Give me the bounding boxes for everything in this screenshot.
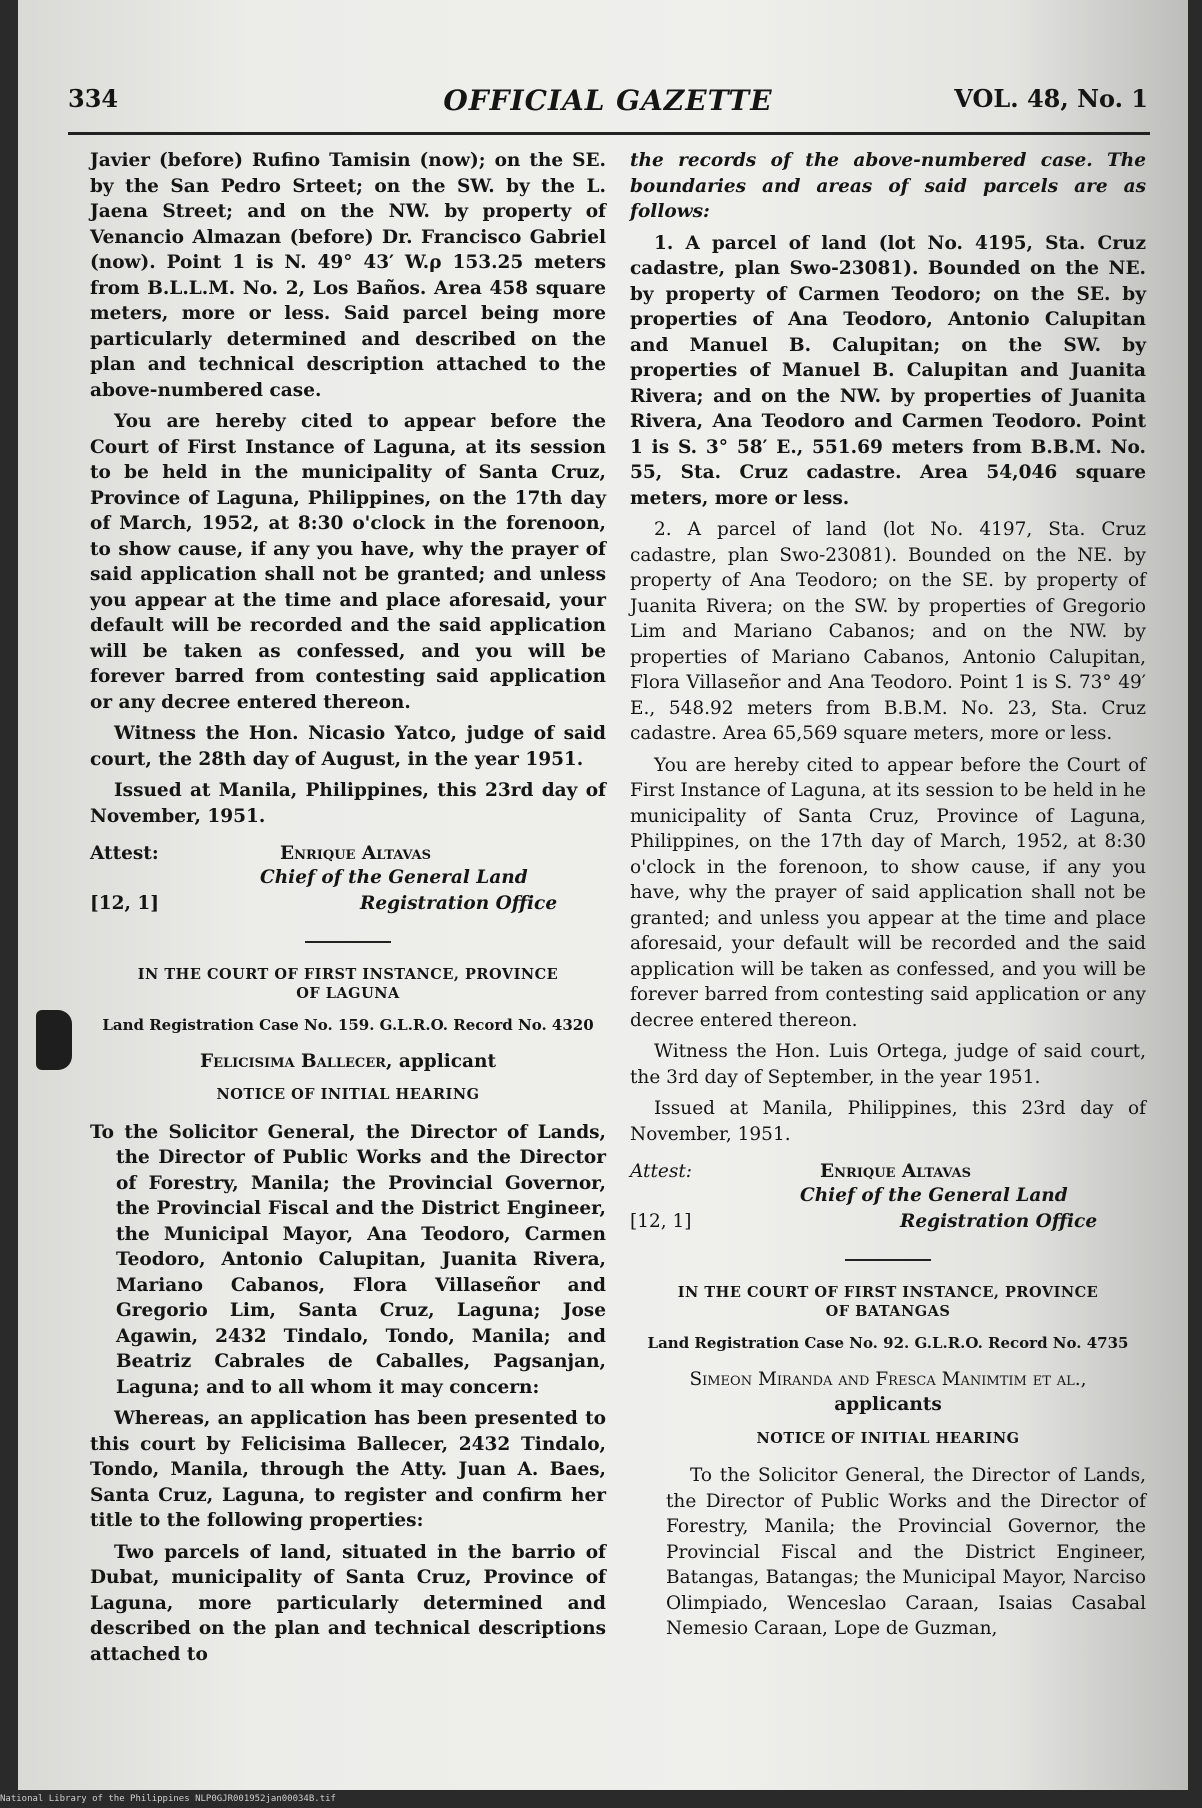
right-column bbox=[630, 148, 1146, 1648]
signatory-office: Registration Office bbox=[900, 1211, 1098, 1232]
signature-block bbox=[90, 841, 606, 919]
applicant-role: applicants bbox=[834, 1394, 942, 1415]
addressees: To the Solicitor General, the Director of Lands, the Director of Public Works and the Director of Forestry, Manila; the Provincial Governor, the Provincial Fiscal and the District Engineer, the Municipal Mayor, Ana Teodoro, Carmen Teodoro, Antonio Calupitan, Juanita Rivera, Mariano Cabanos, Flora Villaseñor and Gregorio Lim, Santa Cruz, Laguna; Jose Agawin, 2432 Tindalo, Tondo, Manila; and Beatriz Cabrales de Caballes, Pagsanjan, Laguna; and to all whom it may concern: bbox=[90, 1121, 606, 1398]
paragraph: Witness the Hon. Luis Ortega, judge of said court, the 3rd day of September, in the year 1951. bbox=[630, 1041, 1146, 1088]
document-page bbox=[18, 0, 1188, 1790]
case-number: Land Registration Case No. 159. G.L.R.O. Record No. 4320 bbox=[102, 1016, 594, 1034]
applicant-name: Felicisima Ballecer, bbox=[199, 1050, 393, 1072]
publication-title: OFFICIAL GAZETTE bbox=[443, 84, 773, 117]
paragraph: Javier (before) Rufino Tamisin (now); on the SE. by the San Pedro Srteet; on the SW. by the L. Jaena Street; and on the NW. by property of Venancio Almazan (before) Dr. Francisco Gabriel (now). Point 1 is N. 49° 43′ W.ρ 153.25 meters from B.L.L.M. No. 2, Los Baños. Area 458 square meters, more or less. Said parcel being more particularly determined and described on the plan and technical description attached to the above-numbered case. bbox=[90, 150, 606, 401]
attest-label: Attest: bbox=[90, 843, 159, 864]
paragraph: Witness the Hon. Nicasio Yatco, judge of said court, the 28th day of August, in the year 1951. bbox=[90, 723, 606, 770]
court-heading: IN THE COURT OF FIRST INSTANCE, PROVINCE OF LAGUNA bbox=[137, 966, 559, 1002]
paragraph: You are hereby cited to appear before the Court of First Instance of Laguna, at its session to be held in he municipality of Santa Cruz, Province of Laguna, Philippines, on the 17th day of March, 1952, at 8:30 o'clock in the forenoon, to show cause, if any you have, why the prayer of said application shall not be granted; and unless you appear at the time and place aforesaid, your default will be recorded and the said application will be taken as confessed, and you will be forever barred from contesting said application or any decree entered thereon. bbox=[630, 754, 1146, 1031]
left-column bbox=[90, 148, 606, 1673]
case-number: Land Registration Case No. 92. G.L.R.O. Record No. 4735 bbox=[647, 1334, 1129, 1352]
paragraph: Issued at Manila, Philippines, this 23rd day of November, 1951. bbox=[630, 1098, 1146, 1145]
section-separator bbox=[845, 1259, 931, 1261]
applicant-line bbox=[90, 1049, 606, 1075]
attest-label: Attest: bbox=[630, 1161, 693, 1182]
section-separator bbox=[305, 941, 391, 943]
notice-heading: NOTICE OF INITIAL HEARING bbox=[756, 1429, 1020, 1447]
scan-footer: National Library of the Philippines NLP0GJR001952jan00034B.tif bbox=[0, 1794, 336, 1804]
paragraph: 1. A parcel of land (lot No. 4195, Sta. Cruz cadastre, plan Swo-23081). Bounded on the NE. by property of Carmen Teodoro; on the SE. by properties of Ana Teodoro, Antonio Calupitan and Manuel B. Calupitan; on the SW. by properties of Manuel B. Calupitan and Juanita Rivera; and on the NW. by properties of Juanita Rivera, Ana Teodoro and Carmen Teodoro. Point 1 is S. 3° 58′ E., 551.69 meters from B.B.M. No. 55, Sta. Cruz cadastre. Area 54,046 square meters, more or less. bbox=[630, 232, 1146, 509]
paragraph: You are hereby cited to appear before the Court of First Instance of Laguna, at its session to be held in the municipality of Santa Cruz, Province of Laguna, Philippines, on the 17th day of March, 1952, at 8:30 o'clock in the forenoon, to show cause, if any you have, why the prayer of said application shall not be granted; and unless you appear at the time and place aforesaid, your default will be recorded and the said application will be taken as confessed, and you will be forever barred from contesting said application or any decree entered thereon. bbox=[90, 411, 606, 713]
signature-block bbox=[630, 1159, 1146, 1237]
paragraph: Issued at Manila, Philippines, this 23rd day of November, 1951. bbox=[90, 780, 606, 827]
reference-code: [12, 1] bbox=[630, 1211, 692, 1232]
paragraph: the records of the above-numbered case. The boundaries and areas of said parcels are as follows: bbox=[630, 150, 1146, 222]
signatory-title: Chief of the General Land bbox=[260, 867, 528, 888]
court-heading: IN THE COURT OF FIRST INSTANCE, PROVINCE OF BATANGAS bbox=[677, 1284, 1099, 1320]
page-header bbox=[68, 84, 1148, 124]
signatory-name: Enrique Altavas bbox=[820, 1161, 971, 1182]
notice-heading: NOTICE OF INITIAL HEARING bbox=[216, 1086, 480, 1103]
applicants-line bbox=[630, 1367, 1146, 1418]
paragraph: Two parcels of land, situated in the barrio of Dubat, municipality of Santa Cruz, Province of Laguna, more particularly determined and described on the plan and technical descriptions attached to bbox=[90, 1541, 606, 1665]
header-rule bbox=[68, 132, 1150, 135]
volume-label: VOL. 48, No. 1 bbox=[954, 84, 1148, 113]
paragraph: 2. A parcel of land (lot No. 4197, Sta. Cruz cadastre, plan Swo-23081). Bounded on the NE. by property of Ana Teodoro; on the SE. by property of Juanita Rivera; on the SW. by properties of Gregorio Lim and Mariano Cabanos; and on the NW. by properties of Mariano Cabanos, Antonio Calupitan, Flora Villaseñor and Ana Teodoro. Point 1 is S. 73° 49′ E., 548.92 meters from B.B.M. No. 23, Sta. Cruz cadastre. Area 65,569 square meters, more or less. bbox=[630, 519, 1146, 744]
reference-code: [12, 1] bbox=[90, 893, 160, 914]
paragraph: Whereas, an application has been presented to this court by Felicisima Ballecer, 2432 Tindalo, Tondo, Manila, through the Atty. Juan A. Baes, Santa Cruz, Laguna, to register and confirm her title to the following properties: bbox=[90, 1408, 606, 1531]
page-number: 334 bbox=[68, 84, 119, 113]
binding-shadow bbox=[36, 1010, 72, 1070]
signatory-title: Chief of the General Land bbox=[800, 1185, 1068, 1206]
signatory-name: Enrique Altavas bbox=[280, 843, 431, 864]
addressees: To the Solicitor General, the Director of Lands, the Director of Public Works and the Director of Forestry, Manila; the Provincial Governor, the Provincial Fiscal and the District Engineer, Batangas, Batangas; the Municipal Mayor, Narciso Olimpiado, Wenceslao Caraan, Isaias Casabal Nemesio Caraan, Lope de Guzman, bbox=[666, 1465, 1146, 1639]
applicant-names: Simeon Miranda and Fresca Manimtim et al., bbox=[689, 1368, 1087, 1390]
applicant-role: applicant bbox=[392, 1050, 497, 1072]
signatory-office: Registration Office bbox=[360, 893, 558, 914]
